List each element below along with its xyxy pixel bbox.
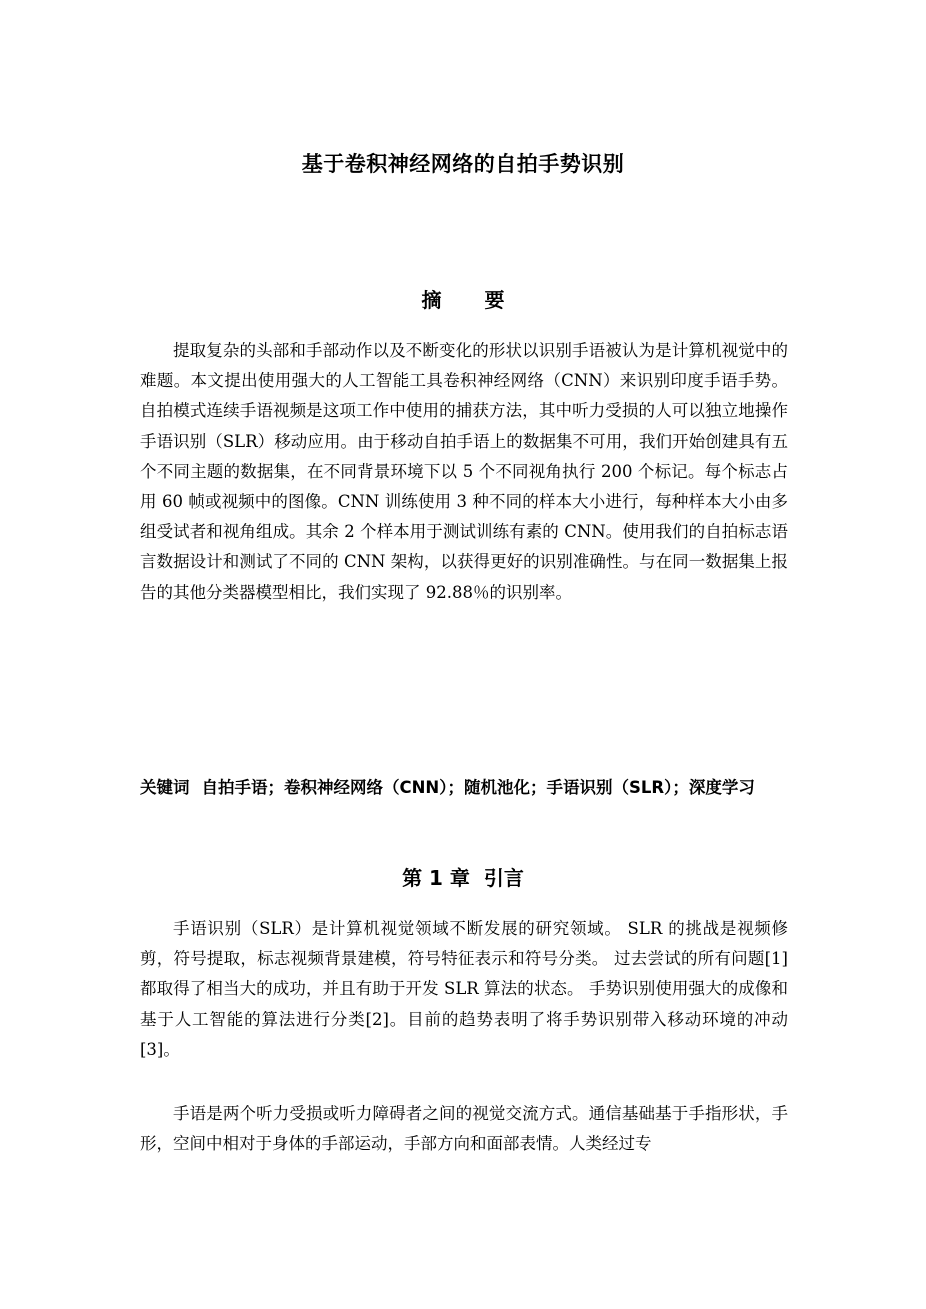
keywords-label: 关键词 xyxy=(140,778,190,797)
intro-paragraph-2: 手语是两个听力受损或听力障碍者之间的视觉交流方式。通信基础基于手指形状，手形，空间中相对于身体的手部运动，手部方向和面部表情。人类经过专 xyxy=(140,1104,788,1154)
chapter-heading xyxy=(0,862,926,891)
abstract-paragraph: 提取复杂的头部和手部动作以及不断变化的形状以识别手语被认为是计算机视觉中的难题。本文提出使用强大的人工智能工具卷积神经网络（CNN）来识别印度手语手势。自拍模式连续手语视频是这项工作中使用的捕获方法，其中听力受损的人可以独立地操作手语识别（SLR）移动应用。由于移动自拍手语上的数据集不可用，我们开始创建具有五个不同主题的数据集，在不同背景环境下以 5 个不同视角执行 200 个标记。每个标志占用 60 帧或视频中的图像。CNN 训练使用 3 种不同的样本大小进行，每种样本大小由多组受试者和视角组成。其余 2 个样本用于测试训练有素的 CNN。使用我们的自拍标志语言数据设计和测试了不同的 CNN 架构，以获得更好的识别准确性。与在同一数据集上报告的其他分类器模型相比，我们实现了 92.88％的识别率。 xyxy=(140,341,788,602)
abstract-heading: 摘 要 xyxy=(421,288,523,312)
chapter-number: 第 1 章 xyxy=(402,866,470,890)
chapter-title: 引言 xyxy=(483,866,524,890)
keywords-line xyxy=(140,772,788,804)
keywords-text: 自拍手语；卷积神经网络（CNN）；随机池化；手语识别（SLR）；深度学习 xyxy=(201,778,755,797)
intro-paragraph-1: 手语识别（SLR）是计算机视觉领域不断发展的研究领域。 SLR 的挑战是视频修剪，符号提取，标志视频背景建模，符号特征表示和符号分类。 过去尝试的所有问题[1]都取得了相当大的成功，并且有助于开发 SLR 算法的状态。 手势识别使用强大的成像和基于人工智能的算法进行分类[2]。目前的趋势表明了将手势识别带入移动环境的冲动[3]。 xyxy=(140,919,788,1059)
paper-title: 基于卷积神经网络的自拍手势识别 xyxy=(301,152,625,176)
